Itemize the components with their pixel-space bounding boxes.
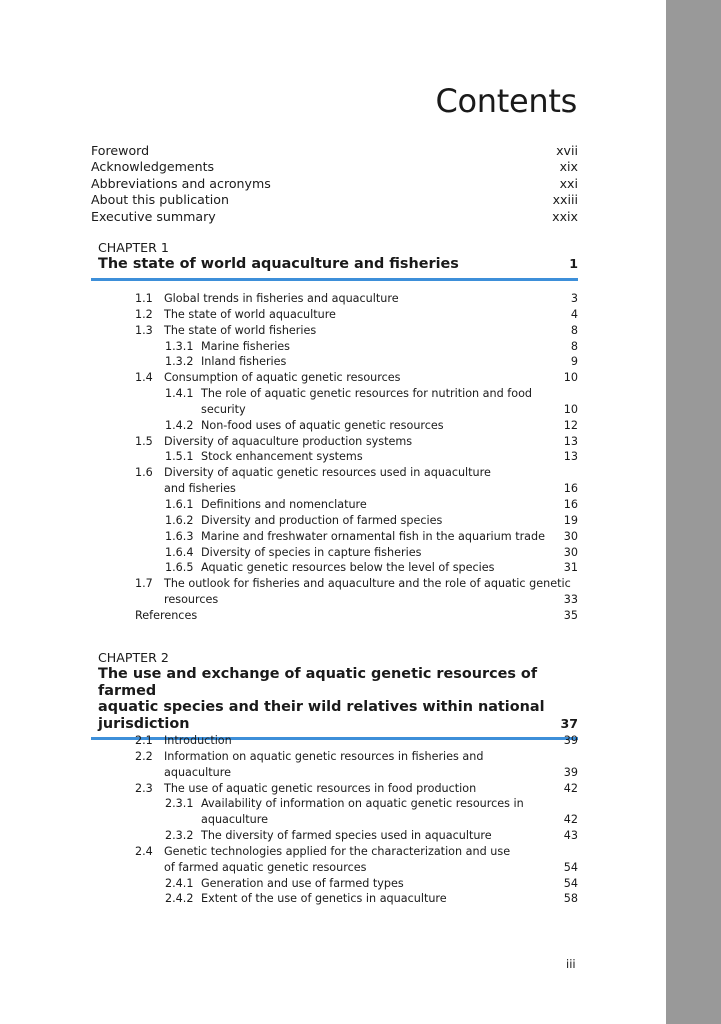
toc-entry[interactable]: Foreword xvii: [91, 143, 578, 158]
toc-entry[interactable]: 2.4.1 Generation and use of farmed types 54: [165, 876, 578, 890]
page-title: Contents: [435, 82, 577, 120]
toc-entry[interactable]: 2.4 Genetic technologies applied for the characterization and use: [135, 844, 511, 858]
toc-entry[interactable]: 1.6.1 Definitions and nomenclature 16: [165, 497, 578, 511]
front-matter-list: [91, 143, 578, 225]
toc-entry[interactable]: 1.7 The outlook for fisheries and aquaculture and the role of aquatic genetic: [135, 577, 571, 591]
toc-entry[interactable]: 1.6.3 Marine and freshwater ornamental fish in the aquarium trade 30: [165, 529, 578, 543]
chapter-2-toc: [0, 733, 578, 907]
gray-side-margin: [666, 0, 721, 1024]
toc-entry-continuation[interactable]: and fisheries 16: [164, 482, 578, 496]
toc-entry[interactable]: 2.3.2 The diversity of farmed species used in aquaculture 43: [165, 829, 578, 843]
toc-entry[interactable]: 1.4.1 The role of aquatic genetic resources for nutrition and food: [165, 387, 533, 401]
chapter-title-text: The state of world aquaculture and fisheries: [98, 256, 459, 272]
toc-entry[interactable]: 2.3.1 Availability of information on aquatic genetic resources in: [165, 797, 524, 811]
toc-entry-continuation[interactable]: security 10: [201, 402, 578, 416]
chapter-title-line: aquatic species and their wild relatives within national: [98, 699, 545, 715]
toc-entry[interactable]: 1.2 The state of world aquaculture 4: [135, 307, 578, 321]
chapter-label: CHAPTER 2: [98, 650, 169, 665]
chapter-label: CHAPTER 1: [98, 240, 169, 255]
chapter-1-toc: [0, 291, 578, 624]
chapter-title-line: The use and exchange of aquatic genetic resources of farmed: [98, 666, 538, 699]
toc-entry-continuation[interactable]: aquaculture 39: [164, 765, 578, 779]
toc-entry[interactable]: 2.1 Introduction 39: [135, 734, 578, 747]
chapter-title[interactable]: [91, 666, 578, 732]
toc-entry[interactable]: 1.1 Global trends in fisheries and aquaculture 3: [135, 292, 578, 305]
toc-entry[interactable]: Abbreviations and acronyms xxi: [91, 175, 578, 191]
toc-entry[interactable]: 1.6 Diversity of aquatic genetic resources used in aquaculture: [135, 466, 491, 480]
chapter-title[interactable]: [91, 256, 578, 273]
toc-entry[interactable]: 1.3.2 Inland fisheries 9: [165, 355, 578, 369]
toc-entry[interactable]: 2.3 The use of aquatic genetic resources in food production 42: [135, 781, 578, 795]
toc-entry[interactable]: 2.2 Information on aquatic genetic resources in fisheries and: [135, 749, 484, 763]
toc-entry[interactable]: 1.5.1 Stock enhancement systems 13: [165, 450, 578, 464]
chapter-rule: [91, 278, 578, 281]
toc-entry-continuation[interactable]: of farmed aquatic genetic resources 54: [164, 860, 578, 874]
chapter-1-header: [91, 240, 578, 281]
toc-entry-references[interactable]: References 35: [135, 608, 578, 622]
toc-entry[interactable]: 1.6.5 Aquatic genetic resources below the level of species 31: [165, 561, 578, 575]
toc-entry[interactable]: About this publication xxiii: [91, 192, 578, 208]
toc-entry[interactable]: 1.3.1 Marine fisheries 8: [165, 339, 578, 353]
toc-entry[interactable]: 1.4.2 Non-food uses of aquatic genetic resources 12: [165, 418, 578, 432]
chapter-page: 1: [569, 256, 578, 271]
toc-entry[interactable]: Acknowledgements xix: [91, 159, 578, 175]
page-number: iii: [566, 957, 576, 971]
toc-entry[interactable]: Executive summary xxix: [91, 208, 578, 224]
toc-entry-continuation[interactable]: aquaculture 42: [201, 813, 578, 827]
chapter-2-header: [91, 650, 578, 740]
chapter-title-line: jurisdiction: [98, 715, 190, 732]
chapter-page: 37: [560, 715, 578, 731]
toc-entry[interactable]: 1.6.4 Diversity of species in capture fisheries 30: [165, 545, 578, 559]
toc-entry[interactable]: 2.4.2 Extent of the use of genetics in aquaculture 58: [165, 892, 578, 906]
toc-entry-continuation[interactable]: resources 33: [164, 593, 578, 607]
toc-entry[interactable]: 1.4 Consumption of aquatic genetic resources 10: [135, 371, 578, 385]
toc-entry[interactable]: 1.6.2 Diversity and production of farmed species 19: [165, 513, 578, 527]
toc-entry[interactable]: 1.3 The state of world fisheries 8: [135, 323, 578, 337]
toc-entry[interactable]: 1.5 Diversity of aquaculture production systems 13: [135, 434, 578, 448]
